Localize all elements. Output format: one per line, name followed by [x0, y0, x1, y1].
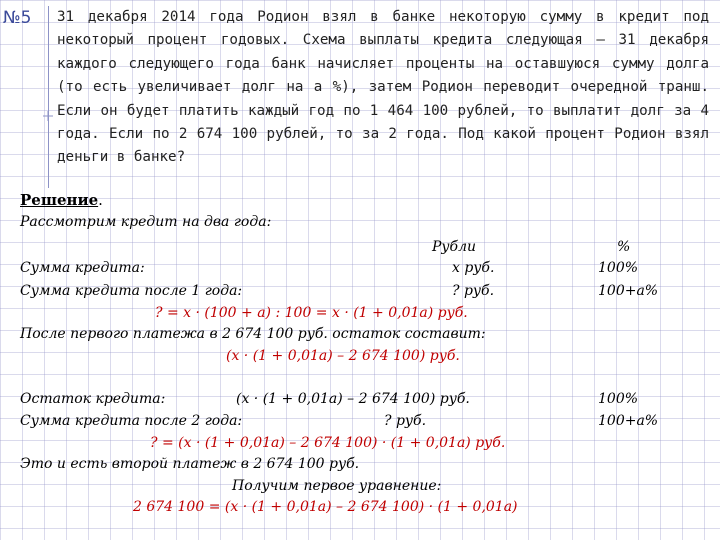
line-loan-sum-pct: 100%: [598, 260, 639, 276]
line-after-year-1-rub: ? руб.: [452, 283, 495, 299]
problem-text: 31 декабря 2014 года Родион взял в банке некоторую сумму в кредит под некоторый процент годовых. Схема выплаты кредита следующая – 31 декабря каждого следующего года банк начисляет проценты на оставшуюся сумму долга (то есть увеличивает долг на а %), затем Родион переводит очередной транш. Если он будет платить каждый год по 1 464 100 рублей, то выплатит долг за 4 года. Если по 2 674 100 рублей, то за 2 года. Под какой процент Родион взял деньги в банке?: [57, 9, 709, 166]
line-equation-intro: Получим первое уравнение:: [232, 478, 442, 494]
problem-number: №5: [3, 8, 32, 28]
formula-equation-1: 2 674 100 = (х · (1 + 0,01а) – 2 674 100) · (1 + 0,01а): [133, 499, 518, 515]
line-after-year-2: Сумма кредита после 2 года:: [20, 413, 243, 429]
line-remaining: Остаток кредита:: [20, 391, 166, 407]
line-loan-sum-rub: х руб.: [452, 260, 495, 276]
formula-3: ? = (х · (1 + 0,01а) – 2 674 100) · (1 + 0,01а) руб.: [150, 435, 506, 451]
line-after-year-2-rub: ? руб.: [384, 413, 427, 429]
intro-line: Рассмотрим кредит на два года:: [20, 214, 272, 230]
solution-heading: [20, 191, 103, 209]
line-loan-sum: Сумма кредита:: [20, 260, 145, 276]
line-after-year-2-pct: 100+а%: [598, 413, 659, 429]
formula-1: ? = х · (100 + а) : 100 = х · (1 + 0,01а) руб.: [155, 305, 468, 321]
margin-line: [48, 6, 49, 188]
line-remaining-rub: (х · (1 + 0,01а) – 2 674 100) руб.: [236, 391, 470, 407]
line-remaining-pct: 100%: [598, 391, 639, 407]
solution-heading-dot: .: [98, 191, 103, 209]
line-after-year-1: Сумма кредита после 1 года:: [20, 283, 243, 299]
solution-heading-label: Решение: [20, 191, 99, 209]
cross-mark-icon: [43, 111, 53, 121]
line-second-payment: Это и есть второй платеж в 2 674 100 руб.: [20, 456, 360, 472]
line-after-year-1-pct: 100+а%: [598, 283, 659, 299]
formula-2: (х · (1 + 0,01а) – 2 674 100) руб.: [226, 348, 460, 364]
line-after-payment-1: После первого платежа в 2 674 100 руб. остаток составит:: [20, 326, 486, 342]
column-percent: %: [617, 239, 631, 255]
column-rubles: Рубли: [432, 239, 477, 255]
